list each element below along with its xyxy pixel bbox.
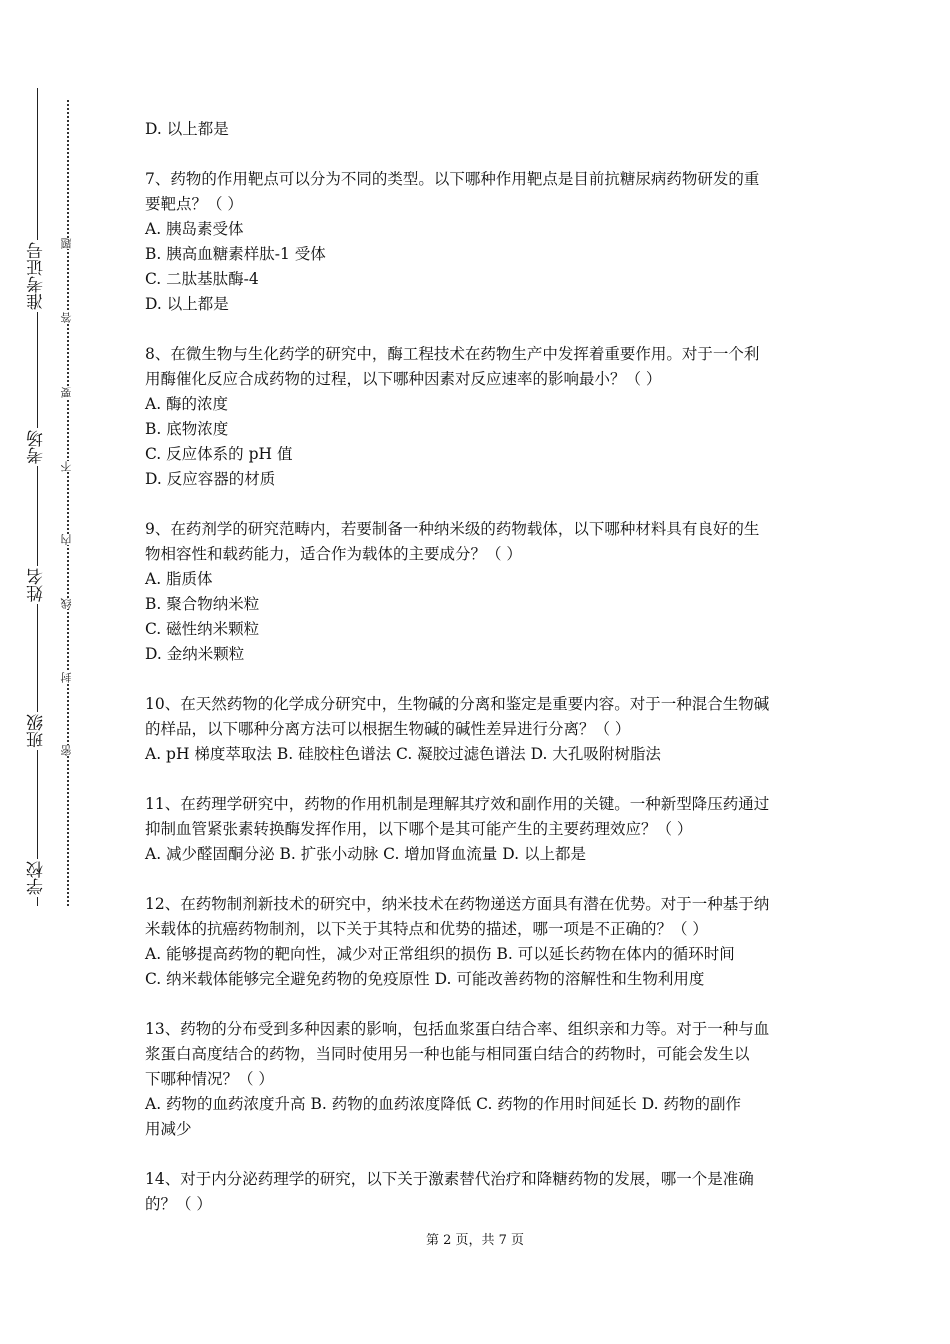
- text-line: 要靶点？（ ）: [145, 195, 243, 213]
- text-line: 抑制血管紧张素转换酶发挥作用，以下哪个是其可能产生的主要药理效应？（ ）: [145, 820, 693, 838]
- text-line: A. 能够提高药物的靶向性，减少对正常组织的损伤 B. 可以延长药物在体内的循环时间: [145, 945, 735, 963]
- blank-line: [145, 317, 810, 342]
- blank-line: [145, 767, 810, 792]
- text-line: 的样品，以下哪种分离方法可以根据生物碱的碱性差异进行分离？（ ）: [145, 720, 631, 738]
- text-line: 9、在药剂学的研究范畴内，若要制备一种纳米级的药物载体，以下哪种材料具有良好的生: [145, 520, 760, 538]
- text-line: A. 减少醛固酮分泌 B. 扩张小动脉 C. 增加肾血流量 D. 以上都是: [145, 845, 586, 863]
- text-line: C. 二肽基肽酶-4: [145, 270, 259, 288]
- seal-char: 内: [60, 534, 76, 545]
- text-line: 用酶催化反应合成药物的过程，以下哪种因素对反应速率的影响最小？（ ）: [145, 370, 662, 388]
- school-label: 学校: [22, 859, 52, 897]
- room-label: 考场: [22, 428, 52, 466]
- seal-char: 要: [60, 387, 76, 398]
- text-line: C. 纳米载体能够完全避免药物的免疫原性 D. 可能改善药物的溶解性和生物利用度: [145, 970, 705, 988]
- text-line: D. 以上都是: [145, 295, 229, 313]
- name-label: 姓名: [22, 566, 52, 604]
- seal-char: 题: [60, 238, 76, 249]
- text-line: A. 药物的血药浓度升高 B. 药物的血药浓度降低 C. 药物的作用时间延长 D. 药物的副作: [145, 1095, 741, 1113]
- text-line: D. 以上都是: [145, 120, 229, 138]
- text-line: C. 反应体系的 pH 值: [145, 445, 293, 463]
- seal-char: 线: [60, 598, 76, 609]
- text-line: D. 金纳米颗粒: [145, 645, 245, 663]
- text-line: 7、药物的作用靶点可以分为不同的类型。以下哪种作用靶点是目前抗糖尿病药物研发的重: [145, 170, 760, 188]
- question-content: [145, 117, 810, 1217]
- text-line: 的？（ ）: [145, 1195, 212, 1213]
- seal-char: 答: [60, 312, 76, 323]
- blank-line: [145, 992, 810, 1017]
- text-line: 14、对于内分泌药理学的研究，以下关于激素替代治疗和降糖药物的发展，哪一个是准确: [145, 1170, 754, 1188]
- text-line: 米载体的抗癌药物制剂，以下关于其特点和优势的描述，哪一项是不正确的？（ ）: [145, 920, 708, 938]
- text-line: 8、在微生物与生化药学的研究中，酶工程技术在药物生产中发挥着重要作用。对于一个利: [145, 345, 760, 363]
- text-line: B. 胰高血糖素样肽-1 受体: [145, 245, 326, 263]
- class-label: 班级: [22, 712, 52, 750]
- text-line: 10、在天然药物的化学成分研究中，生物碱的分离和鉴定是重要内容。对于一种混合生物碱: [145, 695, 770, 713]
- blank-line: [145, 667, 810, 692]
- text-line: A. 脂质体: [145, 570, 213, 588]
- seal-char: 密: [60, 745, 76, 756]
- text-line: 13、药物的分布受到多种因素的影响，包括血浆蛋白结合率、组织亲和力等。对于一种与血: [145, 1020, 770, 1038]
- blank-line: [145, 492, 810, 517]
- seal-char: 封: [60, 672, 76, 683]
- blank-line: [145, 1142, 810, 1167]
- text-line: A. 酶的浓度: [145, 395, 229, 413]
- text-line: A. pH 梯度萃取法 B. 硅胶柱色谱法 C. 凝胶过滤色谱法 D. 大孔吸附树脂法: [145, 745, 661, 763]
- text-line: 11、在药理学研究中，药物的作用机制是理解其疗效和副作用的关键。一种新型降压药通过: [145, 795, 770, 813]
- binding-line: [37, 88, 38, 906]
- seal-line: [67, 100, 69, 906]
- text-line: B. 聚合物纳米粒: [145, 595, 260, 613]
- page-footer: 第 2 页，共 7 页: [425, 1233, 525, 1248]
- text-line: 下哪种情况？（ ）: [145, 1070, 274, 1088]
- text-line: C. 磁性纳米颗粒: [145, 620, 260, 638]
- exam-id-label: 准考证号: [22, 240, 52, 312]
- text-line: 浆蛋白高度结合的药物，当同时使用另一种也能与相同蛋白结合的药物时，可能会发生以: [145, 1045, 750, 1063]
- text-line: 12、在药物制剂新技术的研究中，纳米技术在药物递送方面具有潜在优势。对于一种基于纳: [145, 895, 770, 913]
- text-line: 物相容性和载药能力，适合作为载体的主要成分？（ ）: [145, 545, 522, 563]
- blank-line: [145, 142, 810, 167]
- blank-line: [145, 867, 810, 892]
- seal-char: 不: [60, 461, 76, 472]
- text-line: 用减少: [145, 1120, 192, 1138]
- text-line: A. 胰岛素受体: [145, 220, 244, 238]
- text-line: B. 底物浓度: [145, 420, 229, 438]
- text-line: D. 反应容器的材质: [145, 470, 276, 488]
